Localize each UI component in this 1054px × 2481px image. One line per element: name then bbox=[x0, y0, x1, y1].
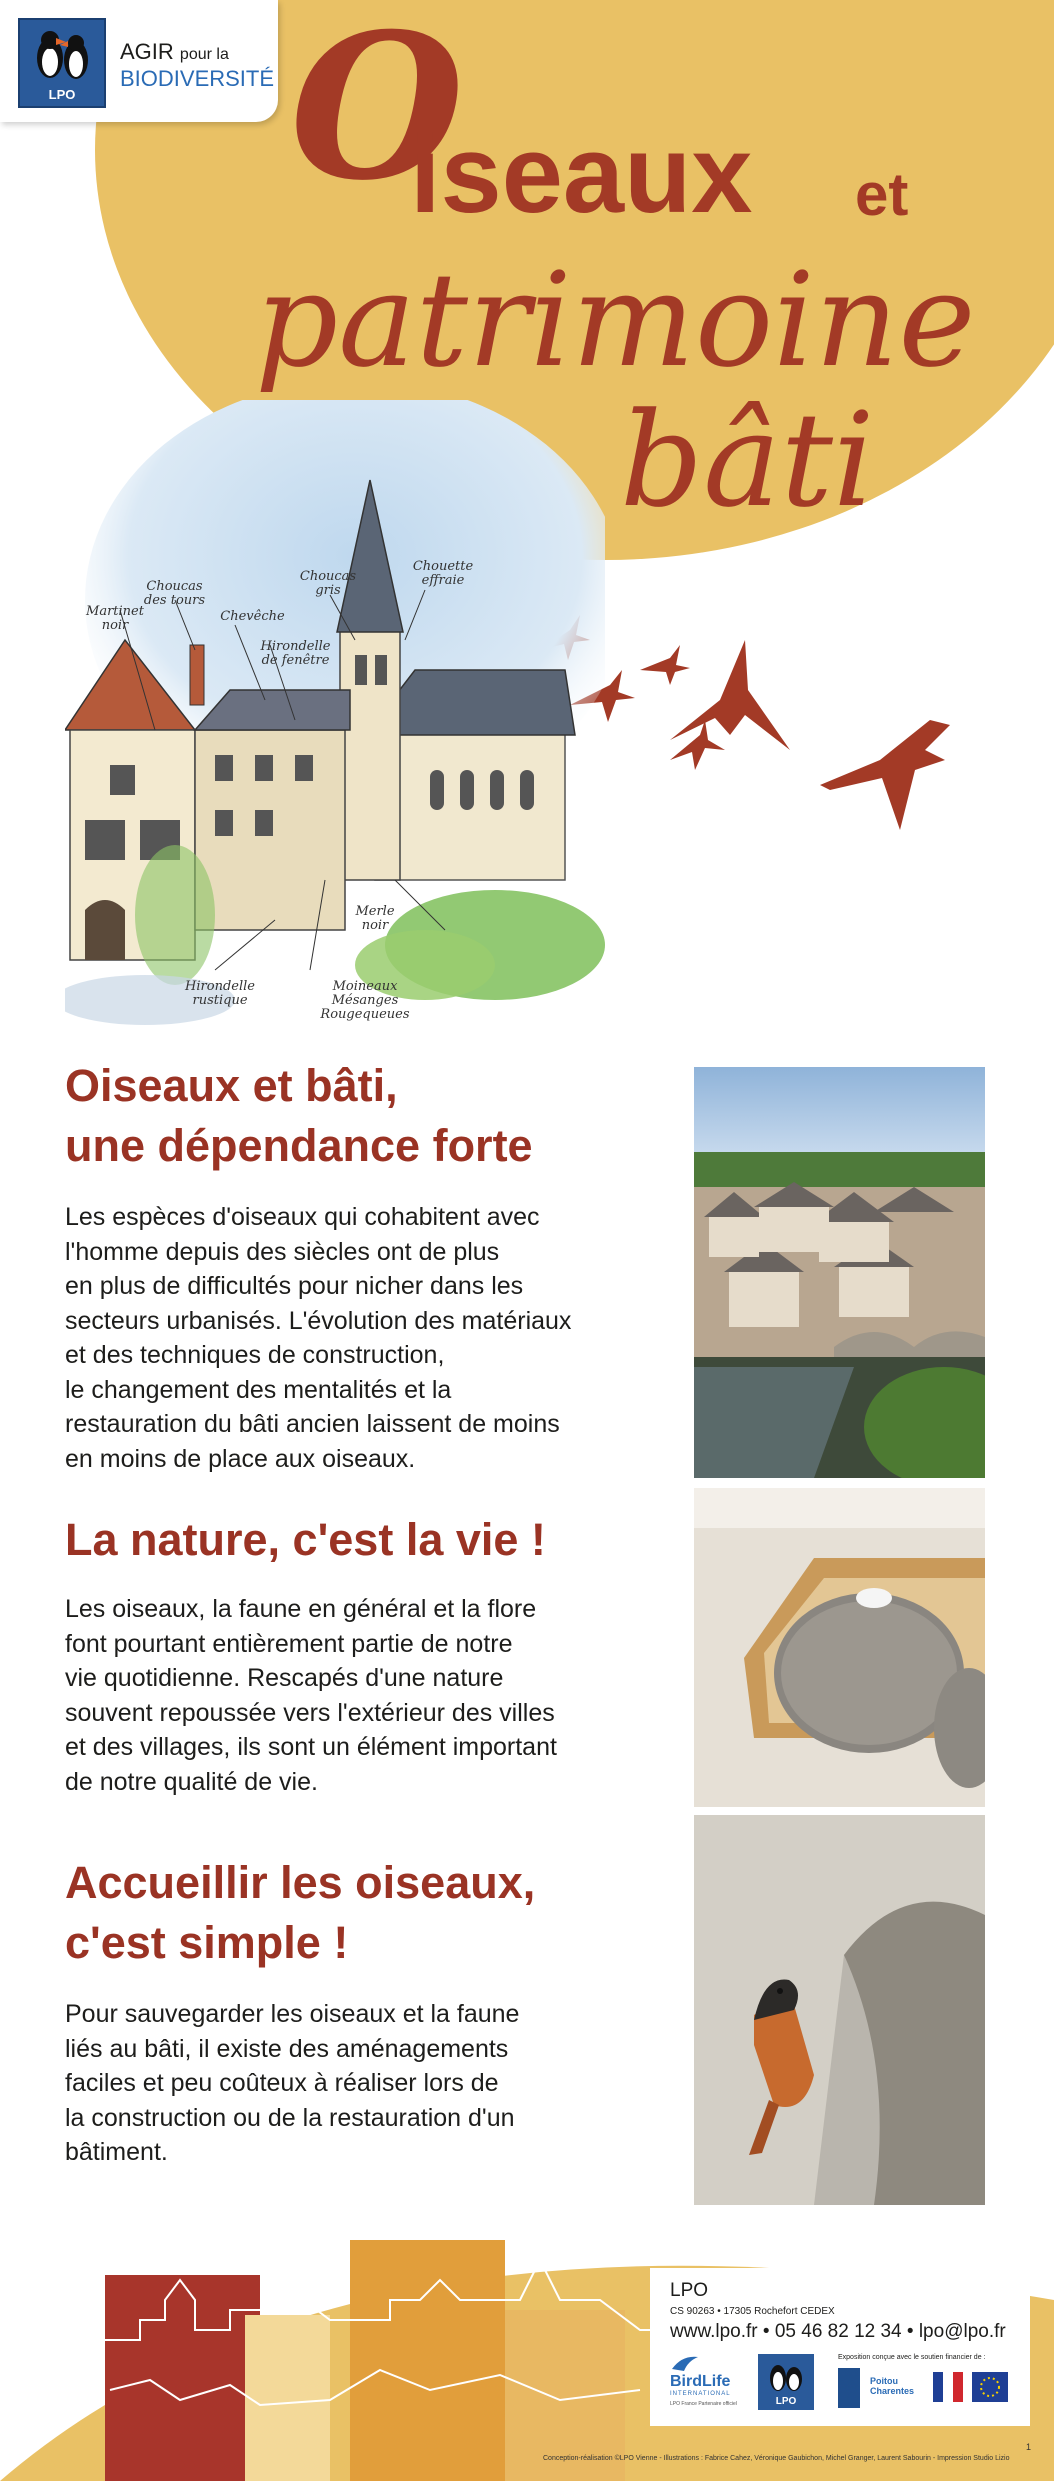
title-letter-o: O bbox=[290, 0, 465, 225]
section-1-line: l'homme depuis des siècles ont de plus bbox=[65, 1237, 500, 1266]
title-et: et bbox=[855, 161, 909, 228]
birdlife-bird-icon bbox=[670, 2353, 700, 2375]
agir-tagline bbox=[120, 40, 274, 91]
eu-flag-icon bbox=[972, 2372, 1008, 2402]
footer-contact: www.lpo.fr • 05 46 82 12 34 • lpo@lpo.fr bbox=[670, 2321, 1006, 2342]
section-2-line: de notre qualité de vie. bbox=[65, 1767, 318, 1796]
puffin-icon bbox=[20, 20, 104, 90]
section-3-line: bâtiment. bbox=[65, 2138, 168, 2166]
region-logo: Poitou Charentes bbox=[870, 2376, 915, 2396]
lpo-logo-label: LPO bbox=[48, 87, 76, 102]
french-republic-flag-icon bbox=[933, 2372, 963, 2402]
swallow-icon bbox=[640, 645, 690, 685]
section-3-paragraph bbox=[65, 1997, 665, 2170]
section-3-line: faciles et peu coûteux à réaliser lors de bbox=[65, 2069, 499, 2097]
title-iseaux: iseaux bbox=[410, 113, 753, 236]
section-1-line: et des techniques de construction, bbox=[65, 1341, 445, 1369]
section-1-line: le changement des mentalités et la bbox=[65, 1375, 452, 1404]
section-3-line: liés au bâti, il existe des aménagements bbox=[65, 2034, 509, 2063]
footer-org: LPO bbox=[670, 2280, 709, 2301]
section-2-title: La nature, c'est la vie ! bbox=[65, 1514, 546, 1565]
puffin-icon bbox=[758, 2354, 814, 2396]
birdlife-note: LPO France Partenaire officiel bbox=[670, 2401, 737, 2407]
footer-support: Exposition conçue avec le soutien financier de : bbox=[838, 2354, 986, 2361]
footer-contact-panel bbox=[650, 2268, 1030, 2426]
lpo-puffin-logo bbox=[18, 18, 106, 108]
section-1-title-line-2: une dépendance forte bbox=[65, 1120, 533, 1171]
annotation-choucas-gris: Choucas gris bbox=[299, 569, 357, 598]
section-1-title-line-1: Oiseaux et bâti, bbox=[65, 1060, 398, 1111]
tagline-pour-la: pour la bbox=[179, 46, 229, 63]
swallow-icon bbox=[820, 720, 950, 830]
birdlife-label: BirdLife bbox=[670, 2373, 731, 2390]
sponsor-ministry-logo bbox=[838, 2368, 860, 2408]
footer-lpo-logo bbox=[758, 2354, 814, 2410]
swallow-icon bbox=[670, 640, 790, 750]
footer-address: CS 90263 • 17305 Rochefort CEDEX bbox=[670, 2306, 835, 2317]
section-2-line: font pourtant entièrement partie de notre bbox=[65, 1629, 513, 1658]
section-1-line: en plus de difficultés pour nicher dans les bbox=[65, 1272, 524, 1300]
section-1-line: secteurs urbanisés. L'évolution des matériaux bbox=[65, 1306, 572, 1335]
birdlife-logo bbox=[670, 2353, 740, 2413]
annotation-chouette-effraie: Chouette effraie bbox=[412, 559, 474, 588]
annotation-choucas: Choucas des tours bbox=[143, 579, 206, 608]
title-patrimoine: patrimoine bbox=[255, 244, 976, 396]
tagline-agir: AGIR bbox=[120, 39, 174, 64]
section-1-line: en moins de place aux oiseaux. bbox=[65, 1444, 416, 1473]
section-3-title-line-1: Accueillir les oiseaux, bbox=[65, 1857, 536, 1908]
annotation-hirondelle-rustique: Hirondelle rustique bbox=[185, 979, 255, 1008]
photo-swallow-nest bbox=[694, 1488, 985, 1807]
section-2-line: souvent repoussée vers l'extérieur des villes bbox=[65, 1698, 555, 1727]
section-1-line: Les espèces d'oiseaux qui cohabitent avec bbox=[65, 1203, 540, 1231]
section-3-line: la construction ou de la restauration d'un bbox=[65, 2103, 515, 2132]
section-2-line: et des villages, ils sont un élément important bbox=[65, 1733, 557, 1761]
section-1-line: restauration du bâti ancien laissent de moins bbox=[65, 1410, 560, 1438]
annotation-merle: Merle noir bbox=[355, 904, 395, 933]
birdlife-sub: INTERNATIONAL bbox=[670, 2391, 731, 2397]
title-bati: bâti bbox=[620, 384, 875, 536]
section-2-line: vie quotidienne. Rescapés d'une nature bbox=[65, 1664, 504, 1692]
footer-credits: Conception-réalisation ©LPO Vienne - Illustrations : Fabrice Cahez, Véronique Gaubichon, Michel Granger, Laurent Sabourin - Impression Studio Lizio bbox=[543, 2455, 1010, 2462]
section-2-line: Les oiseaux, la faune en général et la flore bbox=[65, 1595, 537, 1623]
section-2-paragraph bbox=[65, 1592, 665, 1799]
annotation-chevechette: Chevêche bbox=[220, 609, 285, 624]
swallow-icon bbox=[670, 720, 725, 770]
section-3-line: Pour sauvegarder les oiseaux et la faune bbox=[65, 2000, 520, 2028]
footer-lpo-label: LPO bbox=[775, 2396, 797, 2407]
annotation-hirondelle-fenetre: Hirondelle de fenêtre bbox=[260, 639, 331, 668]
annotation-moineaux: Moineaux Mésanges Rougequeues bbox=[320, 979, 410, 1022]
lpo-logo-panel bbox=[0, 0, 278, 122]
village-church-illustration bbox=[65, 400, 605, 1040]
photo-village-river bbox=[694, 1067, 985, 1478]
page-number: 1 bbox=[1026, 2442, 1032, 2452]
section-1-paragraph bbox=[65, 1200, 665, 1476]
tagline-biodiversite: BIODIVERSITÉ bbox=[120, 66, 275, 91]
section-3-title-line-2: c'est simple ! bbox=[65, 1917, 349, 1968]
annotation-martinet: Martinet noir bbox=[86, 604, 144, 633]
photo-redstart-bird bbox=[694, 1815, 985, 2205]
